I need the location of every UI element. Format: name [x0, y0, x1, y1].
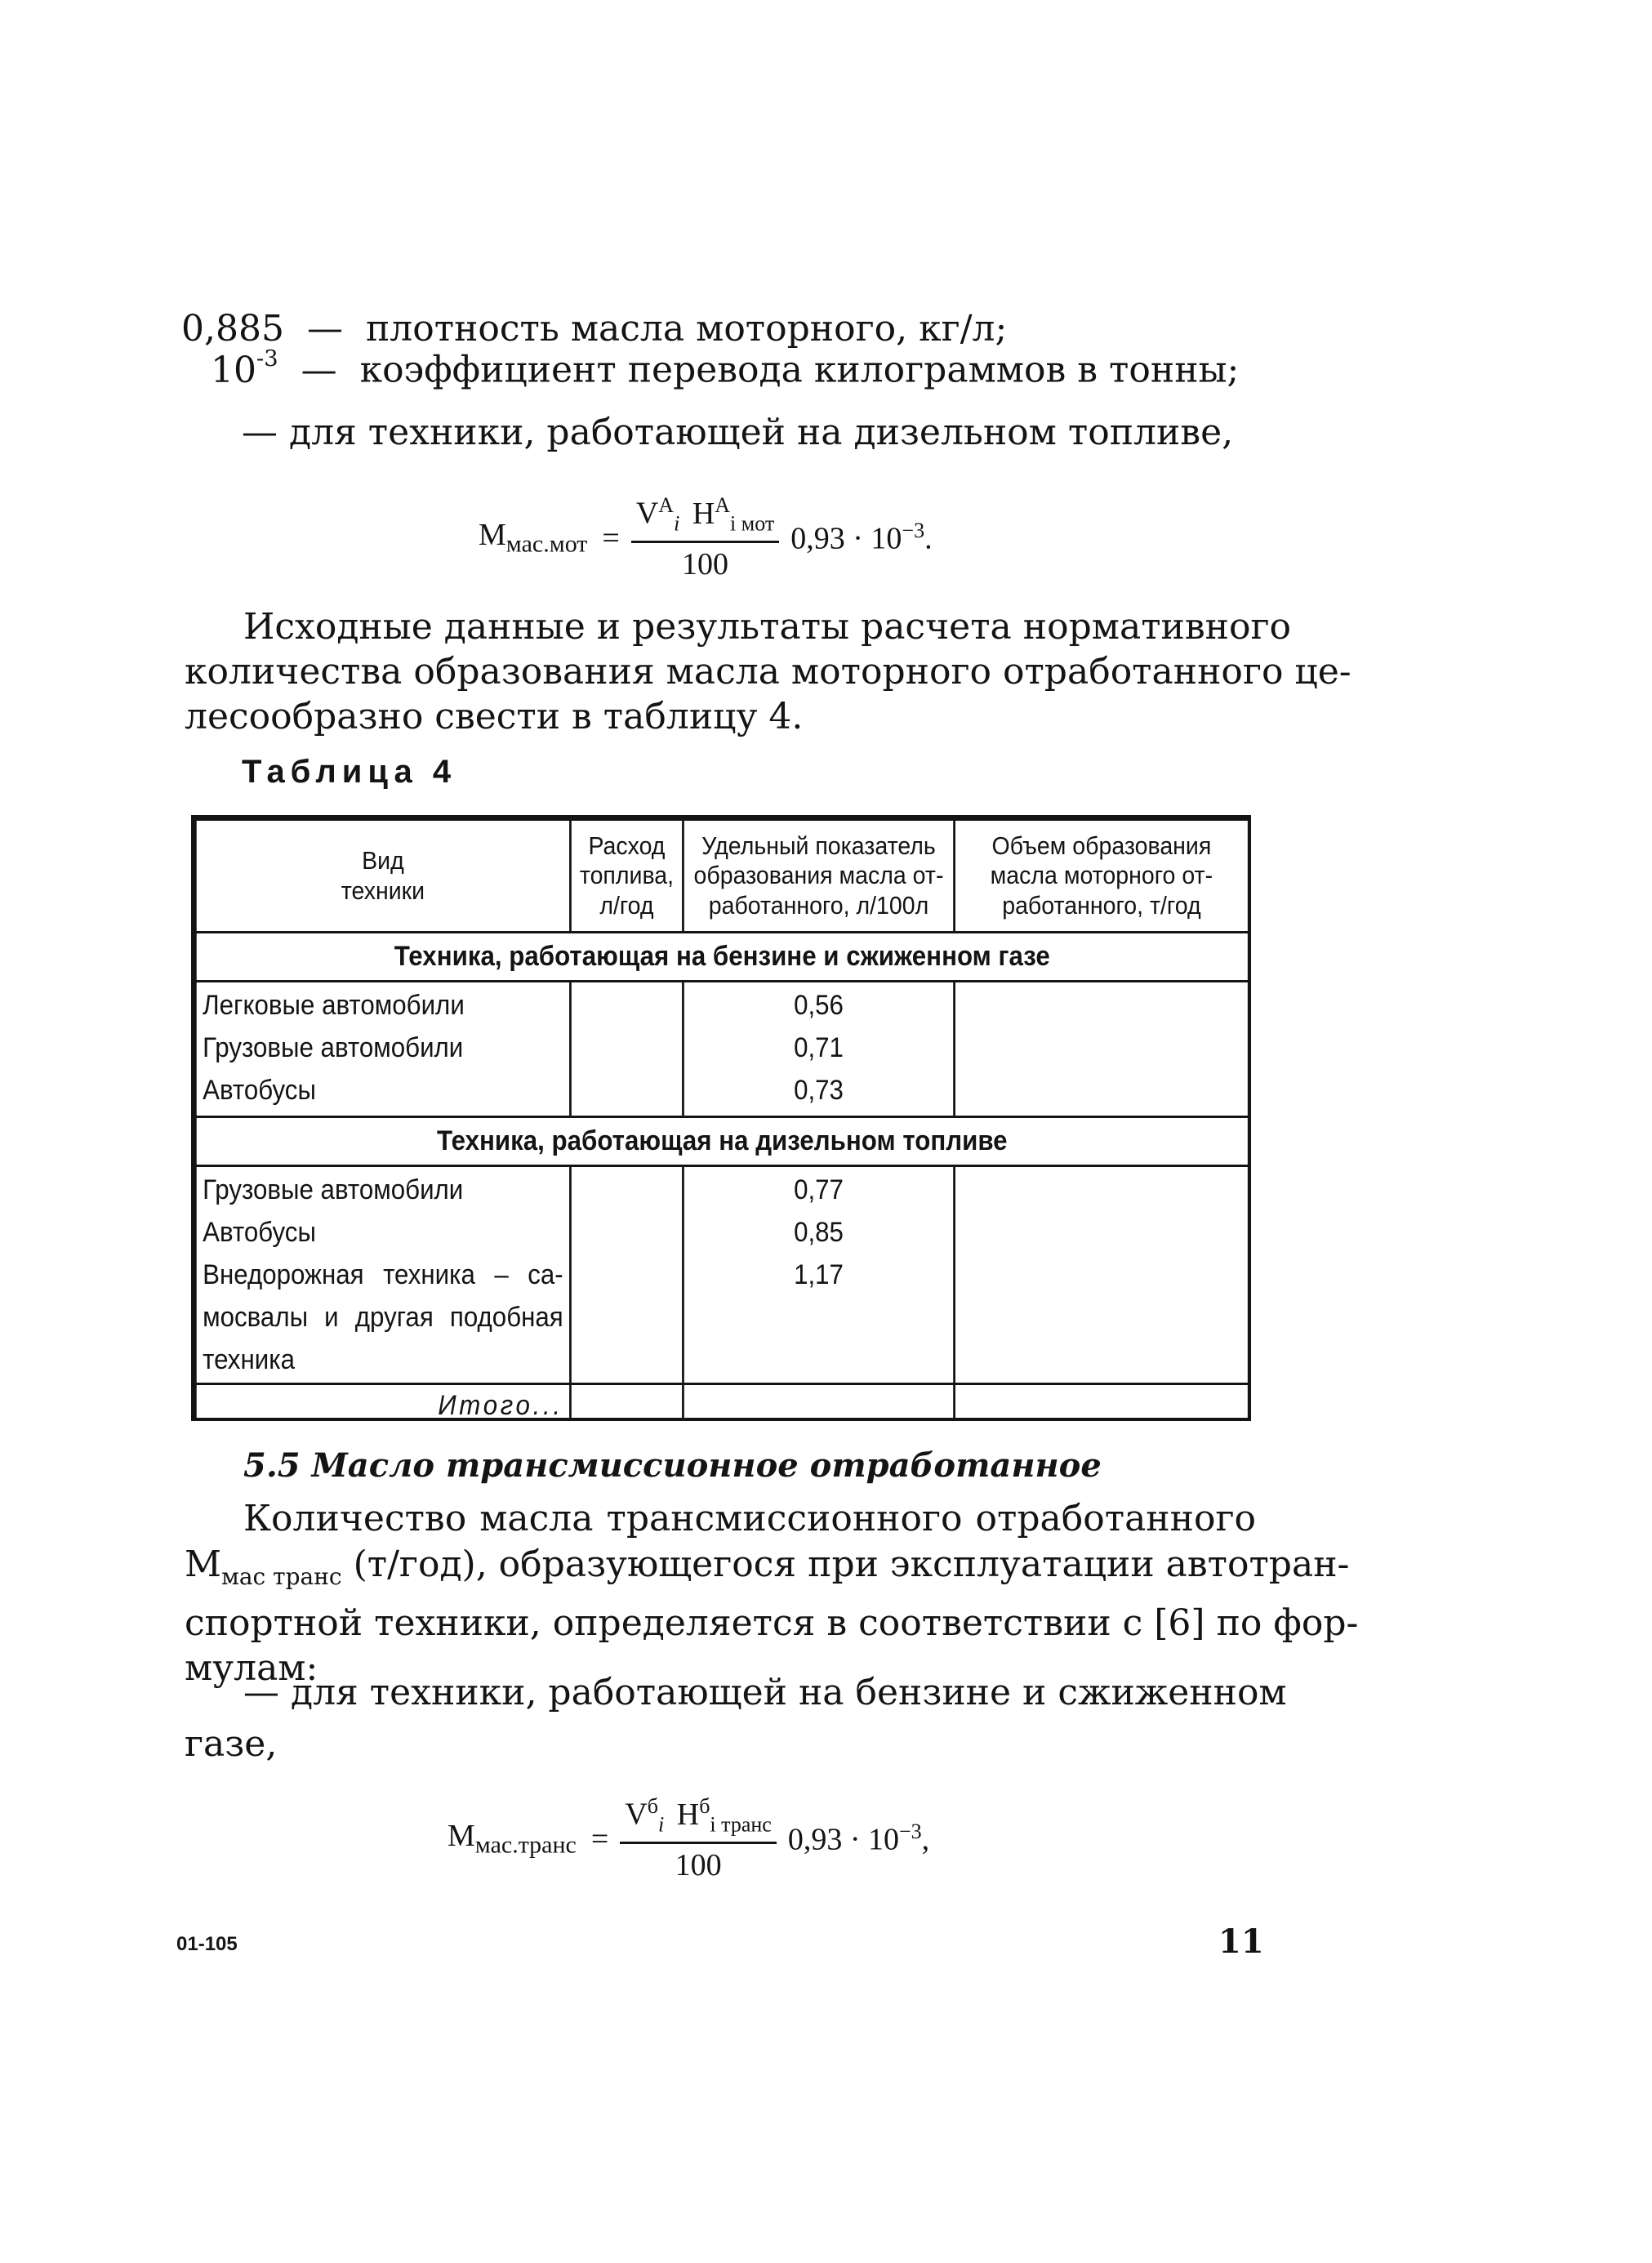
text-line: спортной техники, определяется в соответствии с [6] по фор- — [185, 1601, 1359, 1644]
benzin-intro — [185, 1670, 1287, 1766]
header-fuel-consumption: Расход топлива, л/год — [570, 820, 683, 933]
vehicle-name: Легковые автомобили — [203, 990, 465, 1021]
footer-code: 01-105 — [176, 1933, 238, 1955]
total-label: Итого... — [195, 1384, 570, 1422]
rate-value: 0,71 — [794, 1032, 844, 1063]
fuel-consumption-cell — [570, 1166, 683, 1384]
section-heading: 5.5 Масло трансмиссионное отработанное — [243, 1446, 1102, 1485]
section-row-petrol — [195, 933, 1249, 982]
vehicle-name: Автобусы — [203, 1217, 316, 1248]
legend-item-density — [181, 309, 1007, 350]
density-description: плотность масла моторного, кг/л; — [365, 308, 1008, 350]
coefficient-description: коэффициент перевода килограммов в тонны; — [359, 349, 1240, 391]
symbol-m-trans: $М_{мас транс}$ — [185, 1544, 342, 1590]
formula-eq: = — [590, 1821, 609, 1856]
formula-fraction — [631, 493, 779, 582]
table-row — [195, 1166, 1249, 1384]
vehicle-name-line: Внедорожная техника – са- — [203, 1259, 563, 1290]
text-line: мулам: — [185, 1646, 318, 1689]
rate-value: 0,77 — [794, 1174, 844, 1205]
formula-trans-oil — [448, 1794, 929, 1883]
table-4 — [191, 815, 1251, 1421]
table-row — [195, 982, 1249, 1117]
vehicle-name-line: техника — [203, 1344, 295, 1375]
section-title-petrol: Техника, работающая на бензине и сжиженном газе — [195, 933, 1249, 982]
vehicle-name-line: мосвалы и другая подобная — [203, 1302, 563, 1333]
specific-rates — [683, 982, 954, 1117]
text-line: Исходные данные и результаты расчета нормативного — [243, 606, 1292, 648]
table-header-row — [195, 820, 1249, 933]
paragraph-trans-oil — [185, 1496, 1359, 1691]
dash: — — [301, 349, 337, 391]
oil-volume-cell — [955, 982, 1249, 1117]
header-vehicle-type: Вид техники — [195, 820, 570, 933]
rate-value: 0,56 — [794, 990, 844, 1021]
formula-motor-oil — [479, 493, 933, 582]
formula-lhs: $М_{мас.мот}$ — [479, 518, 588, 558]
density-value: 0,885 — [181, 308, 284, 350]
total-fuel-cell — [570, 1384, 683, 1422]
table-caption: Таблица 4 — [242, 754, 457, 790]
formula-lhs: $М_{мас.транс}$ — [448, 1819, 577, 1859]
text-line: газе, — [185, 1723, 278, 1765]
vehicle-names — [195, 1166, 570, 1384]
header-specific-rate: Удельный показатель образования масла от-работанного, л/100л — [683, 820, 954, 933]
text-line: количества образования масла моторного отработанного це- — [185, 651, 1351, 693]
page-number: 11 — [1218, 1922, 1264, 1961]
formula-fraction — [620, 1794, 777, 1883]
header-oil-volume: Объем образования масла моторного от-работанного, т/год — [955, 820, 1249, 933]
rate-value: 0,73 — [794, 1075, 844, 1106]
formula-tail: $0,93 \cdot 10^{-3}$, — [787, 1820, 930, 1857]
rate-value: 1,17 — [794, 1259, 844, 1290]
formula-eq: = — [602, 520, 620, 555]
vehicle-name: Грузовые автомобили — [203, 1032, 464, 1063]
vehicle-name: Автобусы — [203, 1075, 316, 1106]
rate-value: 0,85 — [794, 1217, 844, 1248]
formula-numerator: $V^А_i$ $Н^А_{i мот}$ — [631, 493, 779, 543]
vehicle-names — [195, 982, 570, 1117]
formula-denominator: 100 — [682, 547, 729, 582]
diesel-intro: — для техники, работающей на дизельном топливе, — [242, 412, 1234, 453]
text-line: лесообразно свести в таблицу 4. — [185, 696, 804, 737]
dash: — — [306, 308, 343, 350]
fuel-consumption-cell — [570, 982, 683, 1117]
text-line-with-symbol: $М_{мас транс}$ (т/год), образующегося при эксплуатации автотран- — [185, 1544, 1350, 1590]
section-row-diesel — [195, 1117, 1249, 1166]
coefficient-value: $10^{-3}$ — [211, 346, 278, 391]
text-line: — для техники, работающей на бензине и сжиженном — [243, 1672, 1287, 1713]
formula-tail: $0,93 \cdot 10^{-3}$. — [790, 519, 933, 556]
vehicle-name: Грузовые автомобили — [203, 1174, 464, 1205]
text-line: Количество масла трансмиссионного отработанного — [243, 1498, 1256, 1539]
formula-denominator: 100 — [675, 1848, 722, 1883]
total-volume-cell — [955, 1384, 1249, 1422]
section-title-diesel: Техника, работающая на дизельном топливе — [195, 1117, 1249, 1166]
legend-item-coefficient — [211, 346, 1240, 391]
oil-volume-cell — [955, 1166, 1249, 1384]
specific-rates — [683, 1166, 954, 1384]
total-rate-cell — [683, 1384, 954, 1422]
paragraph-table-intro — [185, 604, 1351, 739]
formula-numerator: $V^б_i$ $Н^б_{i транс}$ — [620, 1794, 777, 1844]
table-total-row — [195, 1384, 1249, 1422]
